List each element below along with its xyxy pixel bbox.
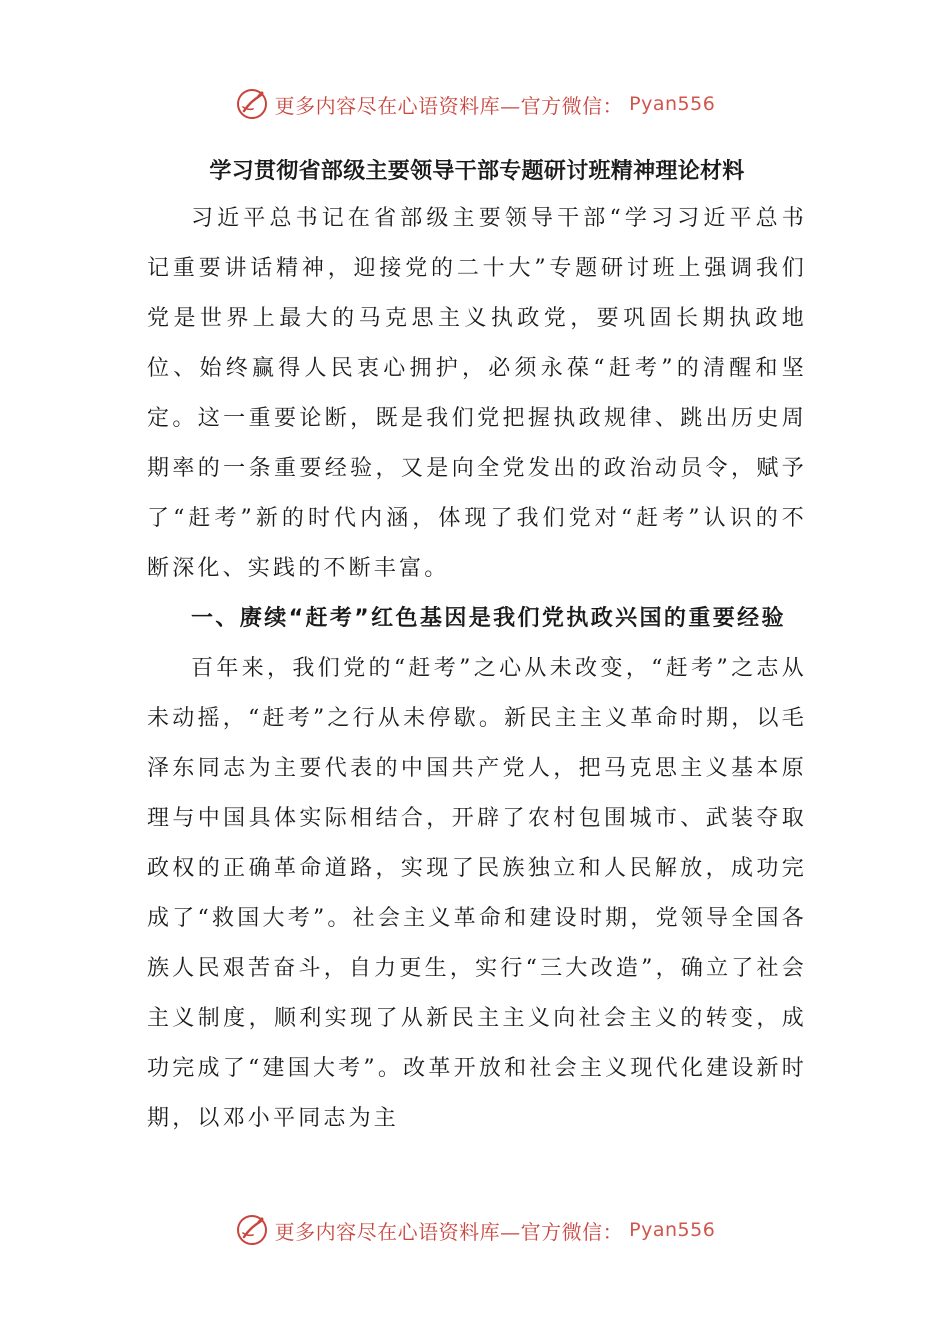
section-paragraph: 百年来，我们党的“赶考”之心从未改变，“赶考”之志从未动摇，“赶考”之行从未停歇。新民主主义革命时期，以毛泽东同志为主要代表的中国共产党人，把马克思主义基本原理与中国具体实际相结合，开辟了农村包围城市、武装夺取政权的正确革命道路，实现了民族独立和人民解放，成功完成了“救国大考”。社会主义革命和建设时期，党领导全国各族人民艰苦奋斗，自力更生，实行“三大改造”，确立了社会主义制度，顺利实现了从新民主主义向社会主义的转变，成功完成了“建国大考”。改革开放和社会主义现代化建设新时期，以邓小平同志为主 <box>147 656 807 1131</box>
section-heading: 一、赓续“赶考”红色基因是我们党执政兴国的重要经验 <box>191 606 786 631</box>
watermark-footer <box>0 1210 950 1250</box>
document-body <box>147 150 807 1144</box>
watermark-text: 更多内容尽在心语资料库—官方微信： <box>274 93 624 118</box>
watermark-wechat-id: Pyan556 <box>629 93 716 115</box>
pen-logo-icon <box>235 1213 269 1247</box>
pen-logo-icon <box>235 87 269 121</box>
watermark-wechat-id: Pyan556 <box>629 1219 716 1241</box>
intro-paragraph: 习近平总书记在省部级主要领导干部“学习习近平总书记重要讲话精神，迎接党的二十大”专题研讨班上强调我们党是世界上最大的马克思主义执政党，要巩固长期执政地位、始终赢得人民衷心拥护，必须永葆“赶考”的清醒和坚定。这一重要论断，既是我们党把握执政规律、跳出历史周期率的一条重要经验，又是向全党发出的政治动员令，赋予了“赶考”新的时代内涵，体现了我们党对“赶考”认识的不断深化、实践的不断丰富。 <box>147 206 807 581</box>
watermark-text: 更多内容尽在心语资料库—官方微信： <box>274 1219 624 1244</box>
document-title: 学习贯彻省部级主要领导干部专题研讨班精神理论材料 <box>209 159 745 184</box>
watermark-header <box>0 84 950 124</box>
